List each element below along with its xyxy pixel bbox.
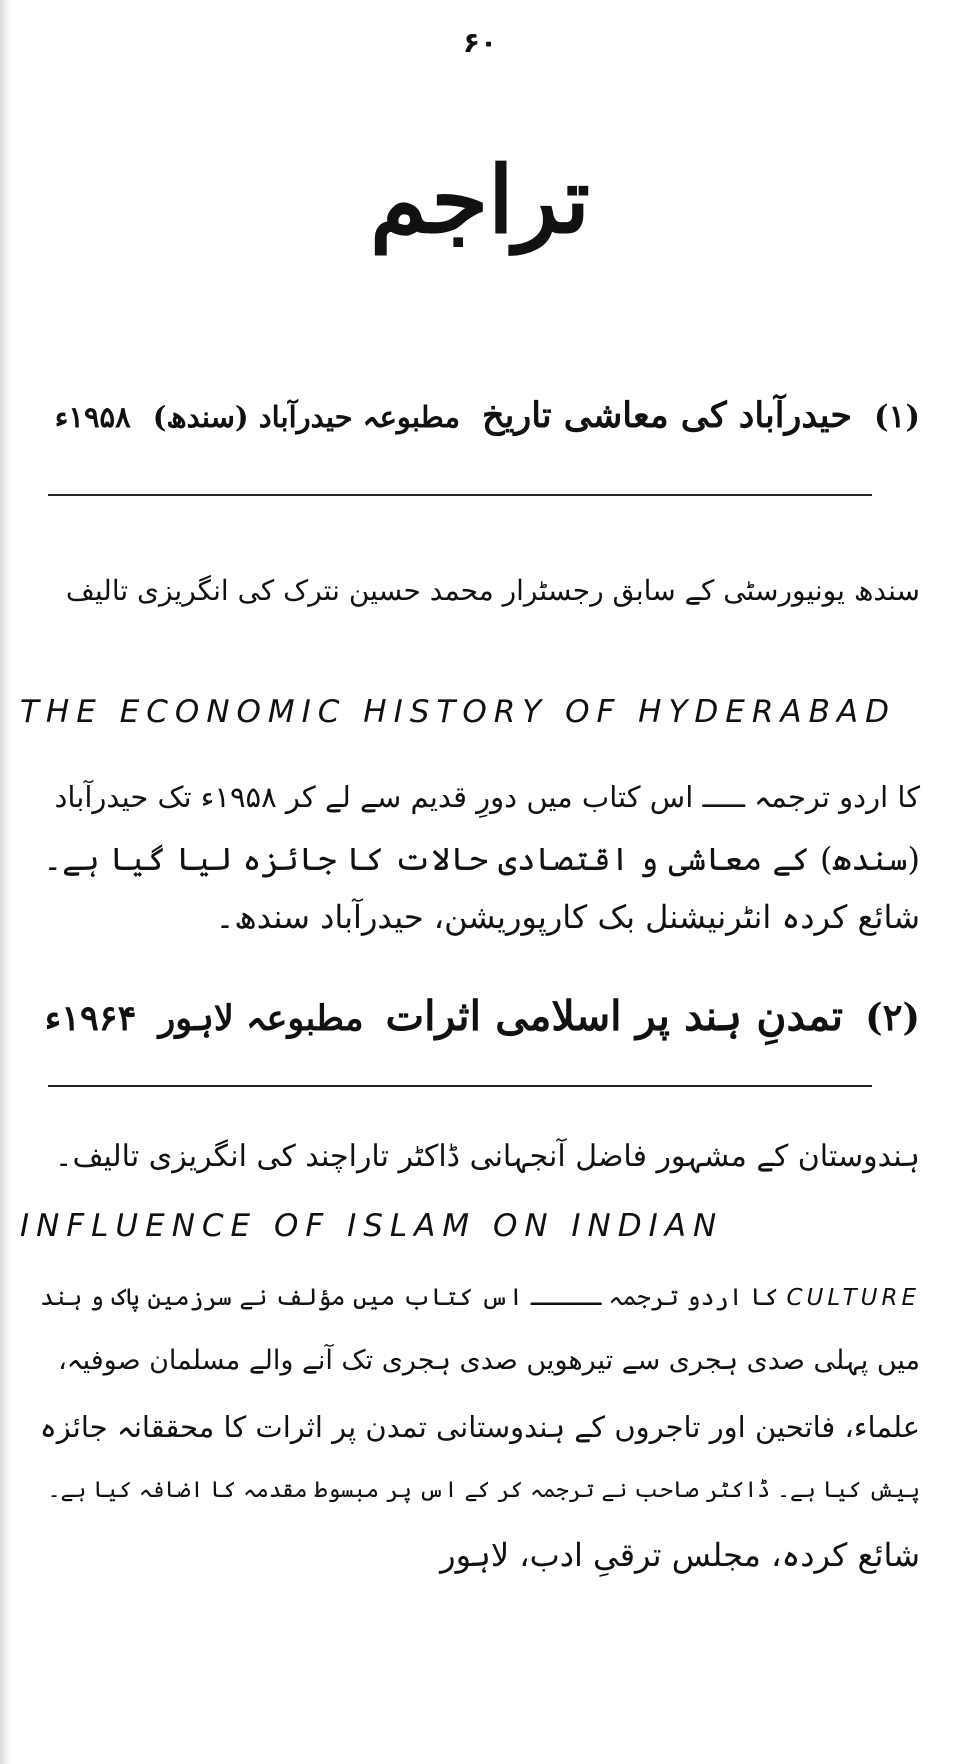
entry-2-body-line-2: میں پہلی صدی ہجری سے تیرھویں صدی ہجری تک آنے والے مسلمان صوفیہ، <box>58 1345 920 1376</box>
entry-1-year: ۱۹۵۸ء <box>54 400 131 434</box>
entry-2-publisher: مطبوعہ لاہور <box>158 998 364 1039</box>
entry-2-number: (۲) <box>865 995 920 1039</box>
entry-2-heading <box>40 992 920 1040</box>
entry-2-rule <box>48 1085 872 1087</box>
entry-2-body-text-1: کا اردو ترجمہ ـــــ اس کتاب میں مؤلف نے سرزمین پاک و ہند <box>40 1283 779 1311</box>
entry-2-original-title-line-1: INFLUENCE OF ISLAM ON INDIAN <box>20 1208 724 1244</box>
entry-1-heading <box>40 395 920 436</box>
entry-2-title: تمدنِ ہند پر اسلامی اثرات <box>385 992 844 1040</box>
entry-1-rule <box>48 494 872 496</box>
entry-2-body-line-1 <box>40 1268 920 1327</box>
entry-1-title: حیدرآباد کی معاشی تاریخ <box>481 395 852 436</box>
entry-1-body-line-1: کا اردو ترجمہ ـــــ اس کتاب میں دورِ قدیم سے لے کر ۱۹۵۸ء تک حیدرآباد <box>54 780 920 814</box>
chapter-title: تراجم <box>369 146 591 254</box>
entry-1-publisher: مطبوعہ حیدرآباد (سندھ) <box>152 400 460 434</box>
entry-2-year: ۱۹۶۴ء <box>44 998 137 1039</box>
entry-2-body-line-5: شائع کردہ، مجلس ترقیِ ادب، لاہور <box>440 1536 920 1574</box>
entry-1-body-line-2: (سندھ) کے معاشی و اقتصادی حالات کا جائزہ لیا گیا ہے۔ <box>43 840 920 878</box>
entry-1-body-line-3: شائع کردہ انٹرنیشنل بک کارپوریشن، حیدرآباد سندھ۔ <box>215 898 920 936</box>
entry-2-body-line-4: پیش کیا ہے۔ ڈاکٹر صاحب نے ترجمہ کر کے اس پر مبسوط مقدمہ کا اضافہ کیا ہے۔ <box>47 1478 920 1503</box>
entry-2-body-line-3: علماء، فاتحین اور تاجروں کے ہندوستانی تمدن پر اثرات کا محققانہ جائزہ <box>39 1410 920 1444</box>
entry-1-original-title: THE ECONOMIC HISTORY OF HYDERABAD <box>20 694 896 730</box>
entry-1-description: سندھ یونیورسٹی کے سابق رجسٹرار محمد حسین نترک کی انگریزی تالیف <box>65 574 920 607</box>
entry-1-number: (۱) <box>874 399 920 435</box>
page-number: ۶۰ <box>462 26 498 59</box>
scan-edge <box>0 0 12 1764</box>
entry-2-description: ہندوستان کے مشہور فاضل آنجہانی ڈاکٹر تاراچند کی انگریزی تالیف۔ <box>54 1139 920 1174</box>
entry-2-original-title-line-2: CULTURE <box>786 1285 920 1311</box>
